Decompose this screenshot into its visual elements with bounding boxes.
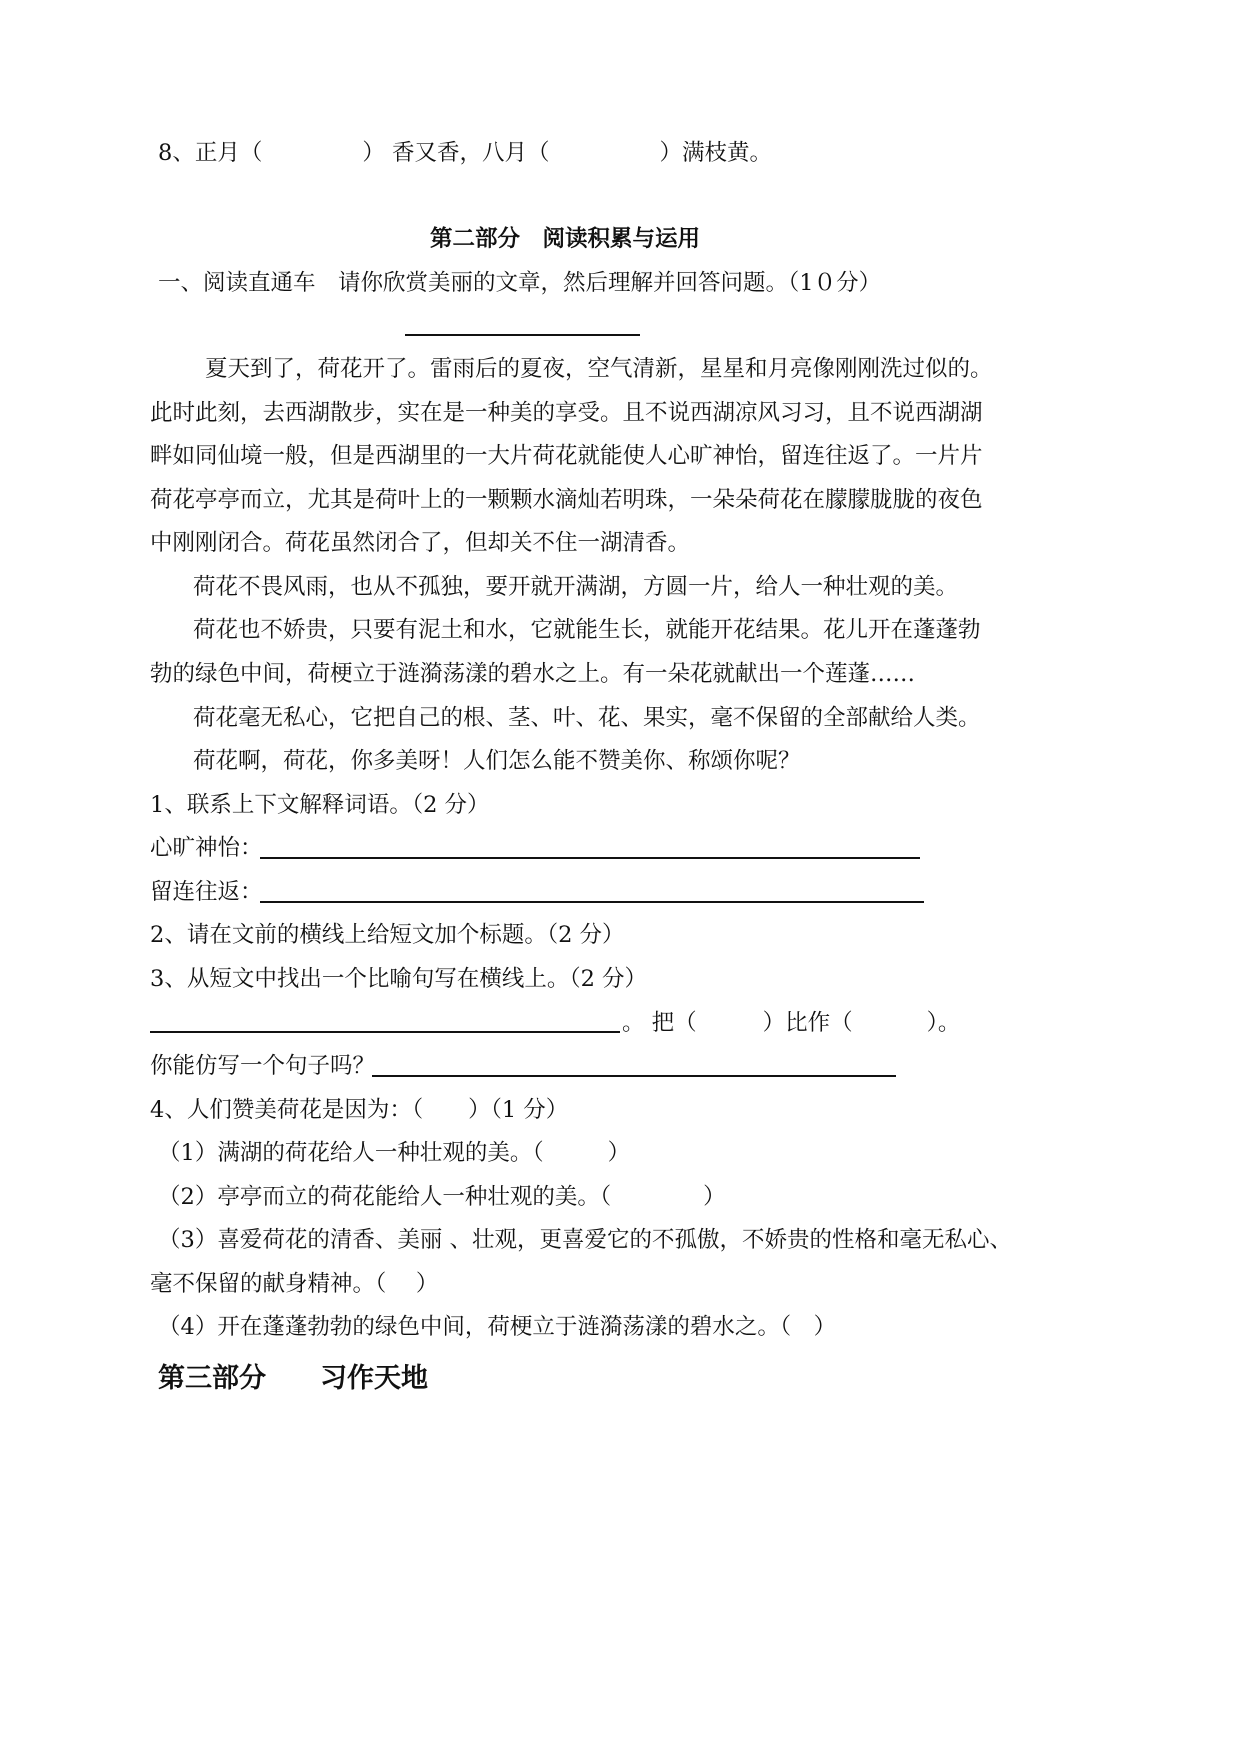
q1-word-1-answer-line[interactable]: [260, 857, 920, 859]
q3-answer-line[interactable]: [150, 1031, 620, 1033]
q1-word-2-label: 留连往返：: [150, 879, 263, 905]
q3-metaphor-row: [622, 1008, 960, 1038]
q4-option-3-line-1: （3）喜爱荷花的清香、美丽 、壮观，更喜爱它的不孤傲，不娇贵的性格和毫无私心、: [158, 1227, 1012, 1253]
passage-line: 中刚刚闭合。荷花虽然闭合了，但却关不住一湖清香。: [150, 530, 691, 556]
q4-option-2: [158, 1182, 726, 1212]
q8-suffix: ）满枝黄。: [659, 140, 772, 166]
q3-tail-b: ）比作（: [762, 1010, 853, 1036]
q4-option-2-close: ）: [703, 1184, 726, 1210]
question-3: 3、从短文中找出一个比喻句写在横线上。（2 分）: [150, 966, 648, 992]
q3-imitate-row: [150, 1051, 375, 1081]
q4-option-2-text: （2）亭亭而立的荷花能给人一种壮观的美。（: [158, 1184, 612, 1210]
q1-word-2-row: [150, 877, 263, 907]
passage-line: 荷花啊，荷花，你多美呀！人们怎么能不赞美你、称颂你呢？: [193, 748, 801, 774]
q3-tail-a: 。 把（: [622, 1010, 697, 1036]
passage-line: 荷花不畏风雨，也从不孤独，要开就开满湖，方圆一片，给人一种壮观的美。: [193, 574, 959, 600]
q3-imitate-answer-line[interactable]: [372, 1075, 896, 1077]
q1-word-1-row: [150, 833, 263, 863]
passage-line: 此时此刻，去西湖散步，实在是一种美的享受。且不说西湖凉风习习，且不说西湖湖: [150, 400, 983, 426]
q4-option-3-line-2: 毫不保留的献身精神。（ ）: [150, 1271, 439, 1297]
q4-option-4: （4）开在蓬蓬勃勃的绿色中间，荷梗立于涟漪荡漾的碧水之。（ ）: [158, 1314, 837, 1340]
part2-title: 第二部分 阅读积累与运用: [430, 226, 701, 252]
q4-option-1-close: ）: [607, 1140, 631, 1166]
q4-option-1-text: （1）满湖的荷花给人一种壮观的美。（: [158, 1140, 544, 1166]
passage-line: 荷花也不娇贵，只要有泥土和水，它就能生长，就能开花结果。花儿开在蓬蓬勃: [193, 617, 981, 643]
question-1: 1、联系上下文解释词语。（2 分）: [150, 792, 490, 818]
passage-line: 畔如同仙境一般，但是西湖里的一大片荷花就能使人心旷神怡，留连往返了。一片片: [150, 443, 983, 469]
part3-title: 第三部分 习作天地: [158, 1363, 428, 1394]
passage-title-blank[interactable]: [405, 334, 640, 336]
passage-line: 荷花亭亭而立，尤其是荷叶上的一颗颗水滴灿若明珠，一朵朵荷花在朦朦胧胧的夜色: [150, 487, 983, 513]
q1-word-2-answer-line[interactable]: [260, 901, 924, 903]
passage-line: 荷花毫无私心，它把自己的根、茎、叶、花、果实，毫不保留的全部献给人类。: [193, 705, 981, 731]
q1-word-1-label: 心旷神怡：: [150, 835, 263, 861]
passage-line: 夏天到了，荷花开了。雷雨后的夏夜，空气清新，星星和月亮像刚刚洗过似的。: [205, 356, 993, 382]
q8-mid: ） 香又香，八月（: [362, 140, 550, 166]
question-2: 2、请在文前的横线上给短文加个标题。（2 分）: [150, 922, 625, 948]
q4-option-1: [158, 1138, 630, 1168]
q3-imitate-label: 你能仿写一个句子吗？: [150, 1053, 376, 1079]
section-intro: 一、阅读直通车 请你欣赏美丽的文章，然后理解并回答问题。（1０分）: [158, 270, 882, 296]
question-4: 4、人们赞美荷花是因为：（ ）（1 分）: [150, 1097, 569, 1123]
passage-line: 勃的绿色中间，荷梗立于涟漪荡漾的碧水之上。有一朵花就献出一个莲蓬……: [150, 661, 916, 687]
q3-tail-c: ）。: [926, 1010, 961, 1036]
question-8: [158, 138, 772, 168]
q8-prefix: 8、正月（: [158, 140, 263, 166]
